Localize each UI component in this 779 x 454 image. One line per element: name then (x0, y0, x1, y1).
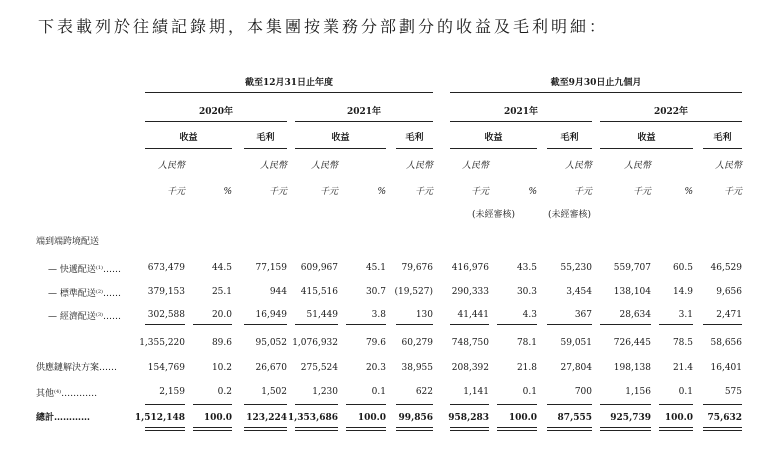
table-cell: 26,670 (255, 363, 287, 373)
gross-profit-header: 毛利 (713, 133, 732, 143)
table-cell: 416,976 (451, 263, 489, 273)
revenue-rule (600, 148, 693, 149)
table-cell: 367 (574, 310, 592, 320)
year-rule (145, 121, 287, 122)
table-cell: 25.1 (211, 287, 232, 297)
unaudited-note: (未經審核) (471, 210, 516, 220)
table-cell: 14.9 (672, 287, 693, 297)
table-cell: 700 (574, 387, 592, 397)
subtotal-rule (659, 324, 693, 325)
percent-unit: % (377, 187, 386, 197)
table-cell: 3.1 (678, 310, 693, 320)
total-rule (547, 404, 592, 405)
table-cell: 3,454 (566, 287, 592, 297)
leader-dots: ………… (61, 389, 98, 399)
table-cell: 99,856 (398, 413, 433, 423)
total-double-rule (295, 427, 338, 431)
period-nine-rule (450, 92, 742, 93)
table-cell: 958,283 (448, 413, 489, 423)
gross-profit-rule (396, 148, 433, 149)
leader-dots: ………… (54, 413, 91, 423)
subtotal-rule (244, 324, 287, 325)
period-year-rule (145, 92, 433, 93)
year-rule (450, 121, 592, 122)
year-2020: 2020年 (198, 107, 234, 117)
table-cell: 4.3 (522, 310, 537, 320)
subtotal-rule (547, 324, 592, 325)
subtotal-rule (396, 324, 433, 325)
table-cell: 41,441 (457, 310, 489, 320)
total-rule (346, 404, 386, 405)
percent-unit: % (223, 187, 232, 197)
subtotal-rule (193, 324, 232, 325)
revenue-header: 收益 (484, 133, 503, 143)
rmb-unit: 人民幣 (564, 161, 592, 171)
table-cell: 2,471 (716, 310, 742, 320)
leader-dots: …… (102, 312, 121, 322)
total-double-rule (703, 427, 742, 431)
period-nine-header: 截至9月30日止九個月 (550, 78, 642, 88)
table-cell: 1,141 (463, 387, 489, 397)
table-cell: 154,769 (147, 363, 185, 373)
thousand-unit: 千元 (573, 187, 592, 197)
gross-profit-header: 毛利 (405, 133, 424, 143)
table-cell: 16,401 (710, 363, 742, 373)
rmb-unit: 人民幣 (714, 161, 742, 171)
table-cell: 379,153 (147, 287, 185, 297)
table-cell: 43.5 (516, 263, 537, 273)
row-label-text: — 經濟配送 (48, 312, 96, 322)
subtotal-rule (145, 324, 185, 325)
table-cell: 45.1 (365, 263, 386, 273)
thousand-unit: 千元 (470, 187, 489, 197)
table-cell: 1,230 (312, 387, 338, 397)
leader-dots: …… (102, 289, 121, 299)
table-cell: 609,967 (300, 263, 338, 273)
table-cell: 77,159 (255, 263, 287, 273)
table-cell: 27,804 (560, 363, 592, 373)
table-cell: 46,529 (710, 263, 742, 273)
table-cell: 1,512,148 (134, 413, 185, 423)
table-cell: 944 (269, 287, 287, 297)
footnote-marker: (3) (95, 312, 103, 318)
section-title: 端到端跨境配送 (36, 237, 100, 247)
table-cell: 100.0 (508, 413, 537, 423)
table-cell: (19,527) (394, 287, 433, 297)
table-cell: 20.0 (211, 310, 232, 320)
table-cell: 58,656 (710, 338, 742, 348)
total-rule (295, 404, 338, 405)
table-cell: 3.8 (371, 310, 386, 320)
table-cell: 59,051 (560, 338, 592, 348)
row-label-text: 其他 (36, 389, 55, 399)
thousand-unit: 千元 (632, 187, 651, 197)
total-double-rule (244, 427, 287, 431)
table-cell: 559,707 (613, 263, 651, 273)
total-double-rule (659, 427, 693, 431)
leader-dots: …… (99, 363, 118, 373)
total-rule (659, 404, 693, 405)
revenue-header: 收益 (331, 133, 350, 143)
total-double-rule (346, 427, 386, 431)
revenue-header: 收益 (637, 133, 656, 143)
row-label (36, 412, 90, 424)
leader-dots: …… (102, 265, 121, 275)
table-cell: 2,159 (159, 387, 185, 397)
table-cell: 726,445 (613, 338, 651, 348)
table-cell: 748,750 (451, 338, 489, 348)
gross-profit-rule (244, 148, 287, 149)
total-rule (193, 404, 232, 405)
total-rule (396, 404, 433, 405)
table-cell: 1,502 (261, 387, 287, 397)
table-cell: 138,104 (613, 287, 651, 297)
row-label (48, 262, 121, 276)
table-cell: 75,632 (707, 413, 742, 423)
total-rule (600, 404, 651, 405)
total-rule (145, 404, 185, 405)
total-double-rule (193, 427, 232, 431)
table-cell: 415,516 (300, 287, 338, 297)
year-rule (295, 121, 433, 122)
table-cell: 123,224 (246, 413, 287, 423)
table-cell: 575 (724, 387, 742, 397)
table-cell: 302,588 (147, 310, 185, 320)
total-double-rule (145, 427, 185, 431)
percent-unit: % (684, 187, 693, 197)
rmb-unit: 人民幣 (310, 161, 338, 171)
table-cell: 130 (415, 310, 433, 320)
year-2021-nine: 2021年 (503, 107, 539, 117)
table-cell: 51,449 (306, 310, 338, 320)
total-double-rule (396, 427, 433, 431)
thousand-unit: 千元 (166, 187, 185, 197)
table-cell: 28,634 (619, 310, 651, 320)
table-cell: 673,479 (147, 263, 185, 273)
table-cell: 21.4 (672, 363, 693, 373)
total-double-rule (600, 427, 651, 431)
unaudited-note: (未經審核) (547, 210, 592, 220)
thousand-unit: 千元 (723, 187, 742, 197)
row-label-text: 供應鏈解決方案 (36, 363, 100, 373)
subtotal-rule (600, 324, 651, 325)
table-cell: 622 (415, 387, 433, 397)
total-rule (244, 404, 287, 405)
total-rule (497, 404, 537, 405)
table-cell: 198,138 (613, 363, 651, 373)
table-cell: 20.3 (365, 363, 386, 373)
table-cell: 100.0 (664, 413, 693, 423)
rmb-unit: 人民幣 (405, 161, 433, 171)
rmb-unit: 人民幣 (461, 161, 489, 171)
rmb-unit: 人民幣 (259, 161, 287, 171)
rmb-unit: 人民幣 (623, 161, 651, 171)
subtotal-rule (703, 324, 742, 325)
table-cell: 87,555 (557, 413, 592, 423)
table-cell: 925,739 (610, 413, 651, 423)
percent-unit: % (528, 187, 537, 197)
table-cell: 16,949 (255, 310, 287, 320)
table-cell: 1,355,220 (139, 338, 185, 348)
row-label-text: — 快遞配送 (48, 265, 96, 275)
rmb-unit: 人民幣 (157, 161, 185, 171)
revenue-header: 收益 (179, 133, 198, 143)
total-rule (450, 404, 489, 405)
revenue-rule (295, 148, 386, 149)
row-label (48, 309, 121, 323)
table-cell: 78.1 (516, 338, 537, 348)
thousand-unit: 千元 (268, 187, 287, 197)
year-2022-nine: 2022年 (653, 107, 689, 117)
gross-profit-rule (703, 148, 742, 149)
table-cell: 30.3 (516, 287, 537, 297)
footnote-marker: (1) (95, 265, 103, 271)
thousand-unit: 千元 (319, 187, 338, 197)
table-cell: 275,524 (300, 363, 338, 373)
gross-profit-rule (547, 148, 592, 149)
intro-text: 下表載列於往績記錄期，本集團按業務分部劃分的收益及毛利明細： (38, 17, 609, 36)
year-rule (600, 121, 742, 122)
table-cell: 100.0 (357, 413, 386, 423)
table-cell: 100.0 (203, 413, 232, 423)
period-year-header: 截至12月31日止年度 (244, 78, 334, 88)
footnote-marker: (2) (95, 289, 103, 295)
row-label (48, 286, 121, 300)
table-cell: 60.5 (672, 263, 693, 273)
row-label-text: 總計 (36, 413, 55, 423)
total-double-rule (497, 427, 537, 431)
footnote-marker: (4) (54, 389, 62, 395)
subtotal-rule (497, 324, 537, 325)
table-cell: 290,333 (451, 287, 489, 297)
revenue-rule (145, 148, 232, 149)
table-cell: 79,676 (401, 263, 433, 273)
table-cell: 89.6 (211, 338, 232, 348)
subtotal-rule (346, 324, 386, 325)
subtotal-rule (450, 324, 489, 325)
table-cell: 1,076,932 (292, 338, 338, 348)
row-label-text: — 標準配送 (48, 289, 96, 299)
table-cell: 55,230 (560, 263, 592, 273)
total-rule (703, 404, 742, 405)
year-2021: 2021年 (346, 107, 382, 117)
table-cell: 79.6 (365, 338, 386, 348)
table-cell: 78.5 (672, 338, 693, 348)
table-cell: 0.1 (522, 387, 537, 397)
table-cell: 10.2 (211, 363, 232, 373)
table-cell: 44.5 (211, 263, 232, 273)
total-double-rule (450, 427, 489, 431)
table-cell: 0.2 (217, 387, 232, 397)
gross-profit-header: 毛利 (256, 133, 275, 143)
row-label (36, 362, 117, 374)
table-cell: 38,955 (401, 363, 433, 373)
row-label (36, 386, 97, 400)
table-cell: 0.1 (371, 387, 386, 397)
table-cell: 0.1 (678, 387, 693, 397)
table-cell: 30.7 (365, 287, 386, 297)
revenue-rule (450, 148, 537, 149)
table-cell: 1,353,686 (287, 413, 338, 423)
table-cell: 208,392 (451, 363, 489, 373)
table-cell: 9,656 (716, 287, 742, 297)
gross-profit-header: 毛利 (560, 133, 579, 143)
table-cell: 95,052 (255, 338, 287, 348)
thousand-unit: 千元 (414, 187, 433, 197)
table-cell: 21.8 (516, 363, 537, 373)
table-cell: 60,279 (401, 338, 433, 348)
subtotal-rule (295, 324, 338, 325)
table-cell: 1,156 (625, 387, 651, 397)
total-double-rule (547, 427, 592, 431)
